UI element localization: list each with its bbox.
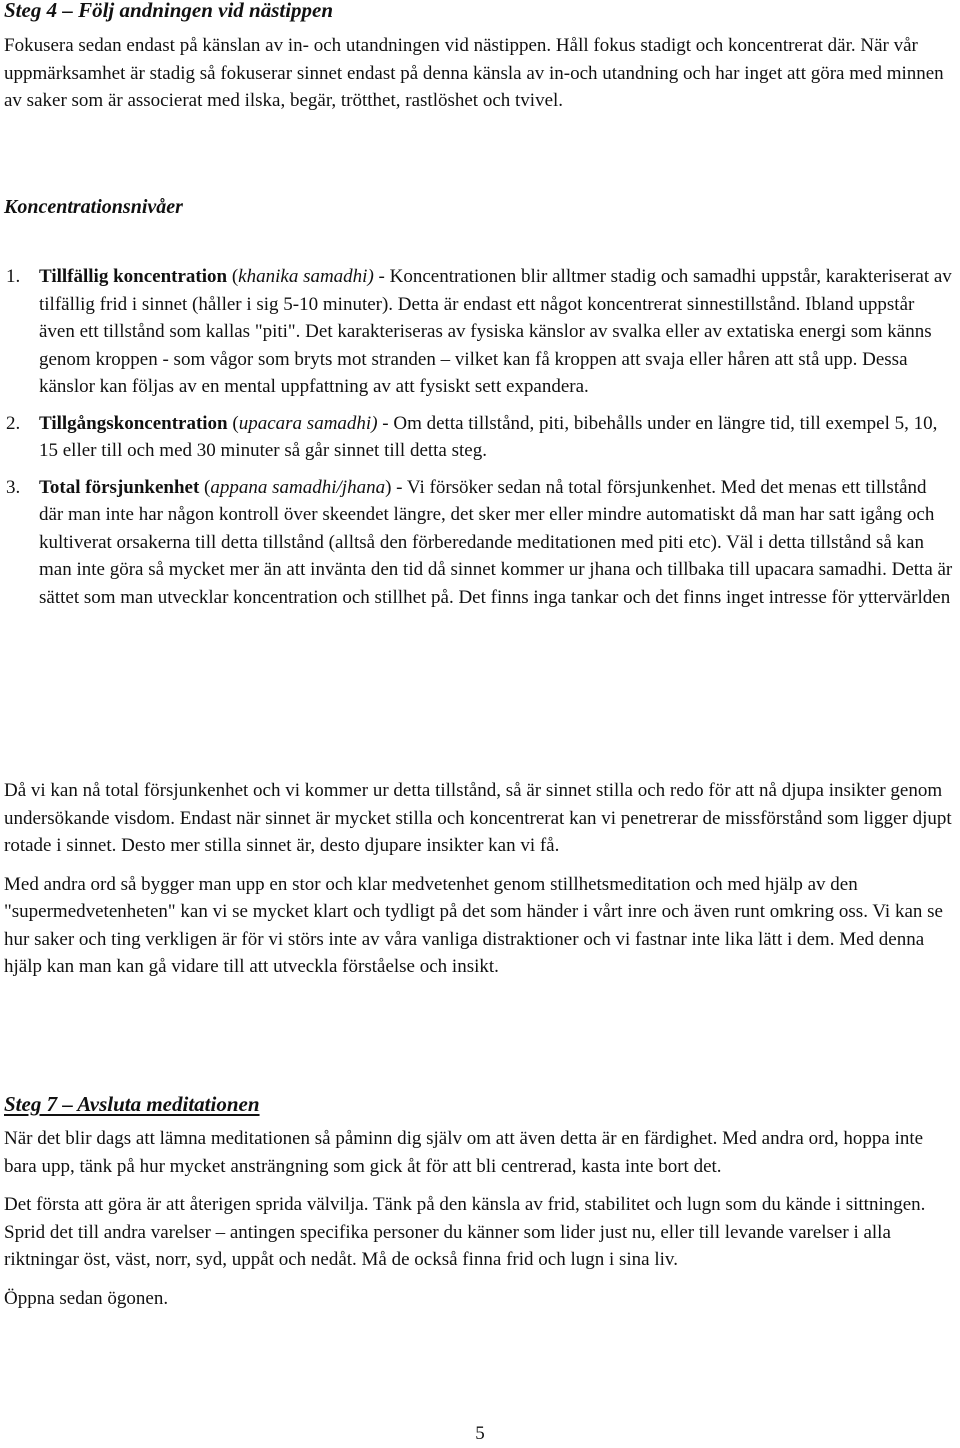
level-pali: upacara samadhi)	[238, 412, 378, 434]
level-pali: khanika samadhi)	[238, 266, 374, 287]
level-text	[39, 263, 954, 401]
level-text	[39, 410, 954, 465]
level-item	[4, 263, 954, 401]
level-item	[4, 410, 954, 465]
level-number: 1.	[6, 266, 21, 287]
level-text	[39, 474, 954, 612]
level-term: Tillfällig koncentration	[39, 266, 228, 287]
level-description: - Koncentrationen blir alltmer stadig och samadhi uppstår, karakteriserat av tilfällig frid i sinnet (håller i sig 5-10 minuter). Detta är endast ett något koncentrerat sinnestillstånd. Ibland uppstår även ett tillstånd som kallas "piti". Det karakteriseras av fysiska känslor av svalka eller av extatiska energi som känns genom kroppen - som vågor som bryts mot stranden – vilket kan få kroppen att svaja eller håren att stå upp. Dessa känslor kan följas av en mental uppfattning av att fysiskt sett expandera.	[39, 266, 952, 397]
levels-list	[4, 263, 954, 620]
step7-paragraph: Öppna sedan ögonen.	[4, 1287, 169, 1309]
level-paren: (	[199, 476, 211, 498]
step7-heading: Steg 7 – Avsluta meditationen	[4, 1092, 260, 1116]
conclusion-paragraph: Då vi kan nå total försjunkenhet och vi kommer ur detta tillstånd, så är sinnet stilla och redo för att nå djupa insikter genom undersökande visdom. Endast när sinnet är mycket stilla och koncentrerat kan vi penetrerar de missförstånd som ligger djupt rotade i sinnet. Desto mer stilla sinnet är, desto djupare insikter kan vi få.	[4, 780, 952, 856]
level-description: - Om detta tillstånd, piti, bibehålls under en längre tid, till exempel 5, 10, 15 eller till och med 30 minuter så går sinnet till detta steg.	[39, 412, 938, 461]
conclusion-paragraph: Med andra ord så bygger man upp en stor och klar medvetenhet genom stillhetsmeditation och med hjälp av den "supermedvetenheten" kan vi se mycket klart och tydligt på det som händer i vårt inre och även runt omkring oss. Vi kan se hur saker och ting verkligen är för vi störs inte av våra vanliga distraktioner och vi fastnar inte lika lätt i dem. Med denna hjälp kan man kan gå vidare till att utveckla förståelse och insikt.	[4, 873, 943, 977]
step4-paragraph: Fokusera sedan endast på känslan av in- och utandningen vid nästippen. Håll fokus stadigt och koncentrerat där. När vår uppmärksamhet är stadig så fokuserar sinnet endast på denna känsla av in-och utandning och har inget att göra med minnen av saker som är associerat med ilska, begär, trötthet, rastlöshet och tvivel.	[4, 35, 944, 111]
level-pali: appana samadhi/jhana	[210, 476, 386, 498]
step7-paragraph: Det första att göra är att återigen sprida välvilja. Tänk på den känsla av frid, stabilitet och lugn som du kände i sittningen. Sprid det till andra varelser – antingen specifika personer du känner som lider just nu, eller till levande varelser i alla riktningar öst, väst, norr, syd, uppåt och nedåt. Må de också finna frid och lugn i sina liv.	[4, 1194, 926, 1270]
level-paren: (	[227, 412, 239, 434]
level-paren: (	[227, 266, 239, 287]
step4-heading: Steg 4 – Följ andningen vid nästippen	[4, 0, 334, 22]
levels-heading: Koncentrationsnivåer	[4, 196, 183, 218]
step7-paragraph: När det blir dags att lämna meditationen så påminn dig själv om att även detta är en färdighet. Med andra ord, hoppa inte bara upp, tänk på hur mycket ansträngning som gick åt för att bli centrerad, kasta inte bort det.	[4, 1128, 924, 1177]
level-number: 3.	[6, 476, 21, 498]
page-number: 5	[475, 1423, 485, 1444]
conclusion-section	[4, 777, 954, 992]
level-term: Total försjunkenhet	[39, 476, 200, 498]
step7-section	[4, 1125, 954, 1323]
level-term: Tillgångskoncentration	[39, 412, 228, 434]
level-number: 2.	[6, 412, 21, 434]
level-description: ) - Vi försöker sedan nå total försjunkenhet. Med det menas ett tillstånd där man inte har någon kontroll över skeendet längre, det sker mer eller mindre automatiskt då man har satt igång och kultiverat orsakerna till detta tillstånd (alltså den förberedande meditationen med piti etc). Väl i detta tillstånd så kan man inte göra så mycket mer än att invänta den tid då sinnet kommer ur jhana och tillbaka till upacara samadhi. Detta är sättet som man utvecklar koncentration och stillhet på. Det finns inga tankar och det finns inget intresse för yttervärlden	[39, 476, 953, 608]
level-item	[4, 474, 954, 612]
